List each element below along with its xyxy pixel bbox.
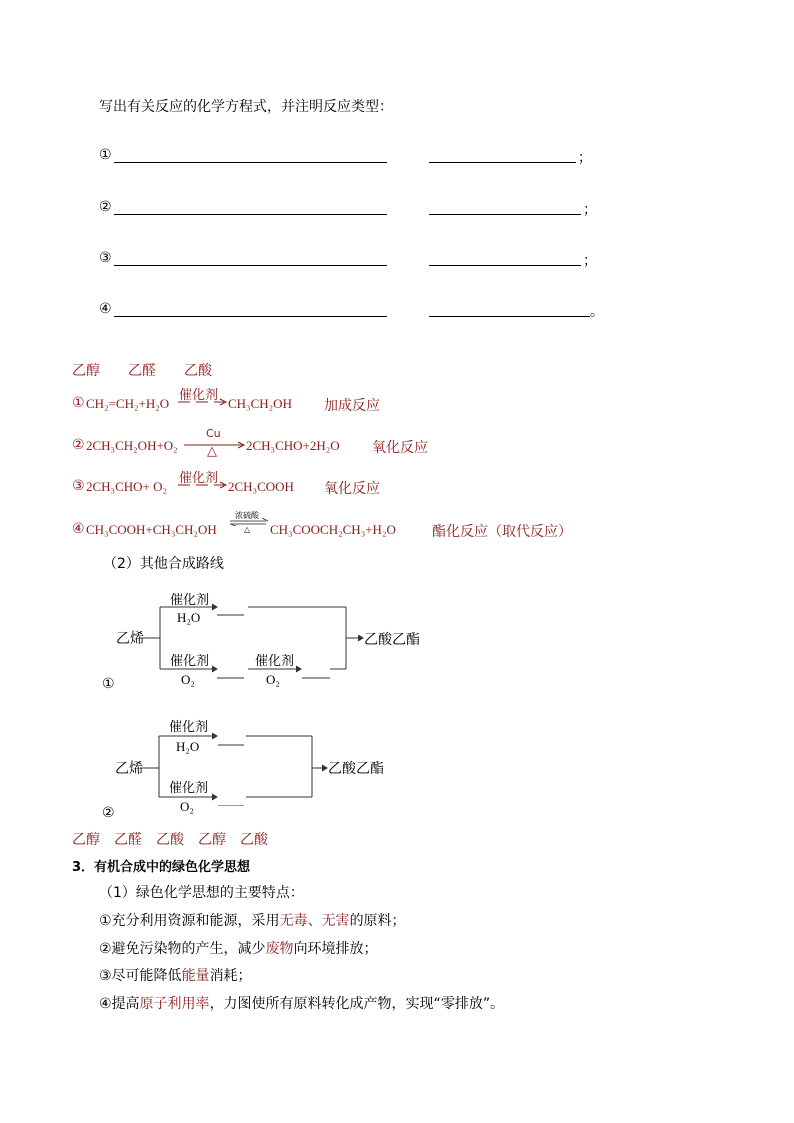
reaction-left: 2CH₃CH₂OH+O₂ bbox=[86, 438, 178, 453]
condition-above: 催化剂 bbox=[179, 388, 219, 403]
blank-number: ④ bbox=[99, 301, 112, 317]
intro-text: 写出有关反应的化学方程式，并注明反应类型： bbox=[99, 99, 393, 115]
answer-1: 乙醇 bbox=[72, 363, 100, 379]
answer-keyword: 原子利用率 bbox=[139, 996, 210, 1012]
answer-2: 乙醛 bbox=[114, 832, 142, 848]
reaction-right: CH₃CH₂OH bbox=[228, 396, 292, 411]
text: 消耗； bbox=[209, 968, 252, 984]
answer-1: 乙醇 bbox=[72, 832, 100, 848]
type-blank-line[interactable] bbox=[429, 214, 581, 215]
answer-3: 乙酸 bbox=[156, 832, 184, 848]
text: 的原料； bbox=[349, 913, 406, 929]
answer-keyword: 无害 bbox=[321, 913, 350, 929]
text: ④提高 bbox=[99, 996, 140, 1012]
bottom-reagent: O₂ bbox=[180, 799, 194, 814]
green-point-1 bbox=[99, 910, 406, 930]
answer-2: 乙醛 bbox=[128, 363, 156, 379]
top-catalyst: 催化剂 bbox=[169, 720, 209, 735]
reaction-type: 加成反应 bbox=[324, 398, 380, 414]
answer-keyword: 无毒 bbox=[279, 913, 308, 929]
reaction-right: CH₃COOCH₂CH₃+H₂O bbox=[270, 522, 396, 537]
reaction-number: ① bbox=[72, 395, 85, 411]
blank-number: ③ bbox=[99, 250, 112, 266]
separator: 、 bbox=[307, 913, 322, 929]
answer-3: 乙酸 bbox=[184, 363, 212, 379]
condition-below: △ bbox=[207, 444, 217, 459]
text: ，力图使所有原料转化成产物，实现“零排放”。 bbox=[209, 996, 505, 1012]
diagram-end: 乙酸乙酯 bbox=[364, 632, 420, 648]
reaction-number: ③ bbox=[72, 478, 85, 494]
dashed-arrow-icon bbox=[176, 397, 228, 407]
text: ③尽可能降低 bbox=[99, 968, 182, 984]
reaction-type: 氧化反应 bbox=[324, 481, 380, 497]
text: 向环境排放； bbox=[293, 941, 378, 957]
reaction-type: 氧化反应 bbox=[372, 440, 428, 456]
type-blank-line[interactable] bbox=[429, 162, 576, 163]
condition-above: 催化剂 bbox=[179, 471, 219, 486]
answer-4: 乙醇 bbox=[198, 832, 226, 848]
blank-end: ； bbox=[578, 150, 592, 166]
equation-blank-line[interactable] bbox=[114, 162, 387, 163]
blank-end: ； bbox=[583, 253, 597, 269]
green-point-4 bbox=[99, 993, 504, 1013]
bottom-reagent-2: O₂ bbox=[266, 672, 280, 687]
answer-keyword: 废物 bbox=[265, 941, 294, 957]
subsection-title: （2）其他合成路线 bbox=[103, 556, 224, 572]
condition-above: 浓硫酸 bbox=[235, 511, 259, 520]
green-point-3 bbox=[99, 965, 252, 985]
top-catalyst: 催化剂 bbox=[170, 593, 210, 608]
blank-number: ① bbox=[99, 147, 112, 163]
diagram-label: ① bbox=[102, 676, 115, 692]
text: ②避免污染物的产生，减少 bbox=[99, 941, 266, 957]
type-blank-line[interactable] bbox=[429, 265, 581, 266]
route-lines bbox=[140, 595, 370, 685]
diagram-end: 乙酸乙酯 bbox=[328, 761, 384, 777]
answer-5: 乙酸 bbox=[240, 832, 268, 848]
condition-below: △ bbox=[244, 525, 251, 534]
blank-number: ② bbox=[99, 199, 112, 215]
equation-blank-line[interactable] bbox=[114, 265, 387, 266]
diagram-label: ② bbox=[102, 805, 115, 821]
green-subtitle: （1）绿色化学思想的主要特点： bbox=[99, 885, 304, 901]
reaction-left: CH₃COOH+CH₃CH₂OH bbox=[86, 522, 217, 537]
diagram-start: 乙烯 bbox=[116, 631, 144, 647]
answer-keyword: 能量 bbox=[181, 968, 210, 984]
reaction-left: CH₂=CH₂+H₂O bbox=[86, 396, 170, 411]
section-title: 3．有机合成中的绿色化学思想 bbox=[72, 860, 251, 875]
dashed-arrow-icon bbox=[176, 480, 228, 490]
text: ①充分利用资源和能源，采用 bbox=[99, 913, 280, 929]
green-point-2 bbox=[99, 938, 378, 958]
bottom-catalyst-2: 催化剂 bbox=[255, 654, 295, 669]
top-reagent: H₂O bbox=[177, 610, 201, 625]
reaction-right: 2CH₃COOH bbox=[228, 479, 294, 494]
diagram-start: 乙烯 bbox=[115, 761, 143, 777]
type-blank-line[interactable] bbox=[429, 316, 590, 317]
bottom-reagent-1: O₂ bbox=[181, 672, 195, 687]
reaction-number: ② bbox=[72, 437, 85, 453]
reaction-right: 2CH₃CHO+2H₂O bbox=[246, 438, 340, 453]
blank-end: ； bbox=[583, 202, 597, 218]
reaction-type: 酯化反应（取代反应） bbox=[432, 524, 572, 540]
bottom-catalyst: 催化剂 bbox=[169, 781, 209, 796]
equation-blank-line[interactable] bbox=[114, 316, 387, 317]
condition-above: Cu bbox=[206, 427, 221, 440]
equation-blank-line[interactable] bbox=[114, 214, 387, 215]
blank-end: 。 bbox=[590, 304, 604, 320]
reaction-number: ④ bbox=[72, 521, 85, 537]
bottom-catalyst-1: 催化剂 bbox=[170, 654, 210, 669]
top-reagent: H₂O bbox=[176, 739, 200, 754]
reaction-left: 2CH₃CHO+ O₂ bbox=[86, 479, 168, 494]
